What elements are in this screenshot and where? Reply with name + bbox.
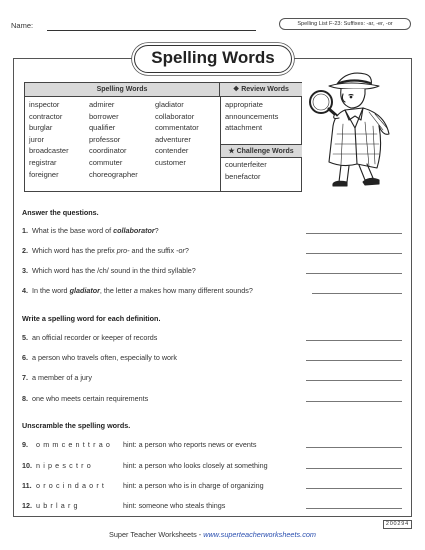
answer-line-2[interactable] xyxy=(306,253,402,254)
challenge-words-list xyxy=(225,159,267,182)
answer-line-7[interactable] xyxy=(306,380,402,381)
word: gladiator xyxy=(155,100,184,109)
definition-text: a person who travels often, especially to work xyxy=(32,353,178,362)
question-number: 6. xyxy=(22,353,28,362)
definition-item xyxy=(22,353,177,362)
question-text: Which word has the /ch/ sound in the third syllable? xyxy=(32,266,196,275)
definition-item xyxy=(22,394,148,403)
page-title: Spelling Words xyxy=(134,45,292,73)
word: appropriate xyxy=(225,100,263,109)
answer-line-4[interactable] xyxy=(312,293,402,294)
answer-line-10[interactable] xyxy=(306,468,402,469)
word: contractor xyxy=(29,111,63,121)
question-text: In the word xyxy=(32,286,70,295)
question-3 xyxy=(22,266,196,275)
question-number: 3. xyxy=(22,266,28,275)
question-1 xyxy=(22,226,159,235)
review-words-list xyxy=(225,99,278,134)
footer-link[interactable]: www.superteacherworksheets.com xyxy=(203,530,316,539)
word: announcements xyxy=(225,111,279,121)
unscramble-item xyxy=(22,461,268,470)
list-label: Spelling List F-23: Suffixes: -ar, -er, -or xyxy=(279,18,411,30)
definition-text: one who meets certain requirements xyxy=(32,394,149,403)
word: admirer xyxy=(89,100,115,109)
definition-text: an official recorder or keeper of records xyxy=(32,333,158,342)
word: choreographer xyxy=(89,169,138,179)
worksheet-code: 200294 xyxy=(383,520,412,529)
word: registrar xyxy=(29,157,57,167)
unscramble-item xyxy=(22,501,225,510)
question-number: 12. xyxy=(22,501,32,510)
challenge-words-header: ★ Challenge Words xyxy=(220,144,302,158)
spelling-words-header: Spelling Words xyxy=(25,83,220,97)
answer-line-3[interactable] xyxy=(306,273,402,274)
answer-line-5[interactable] xyxy=(306,340,402,341)
question-text: ? xyxy=(154,226,159,235)
name-field[interactable] xyxy=(47,30,256,31)
word: coordinator xyxy=(89,146,127,156)
question-number: 2. xyxy=(22,246,28,255)
hint-text: hint: a person who is in charge of organizing xyxy=(123,481,264,490)
review-words-header: ❖ Review Words xyxy=(220,83,302,97)
detective-illustration xyxy=(299,64,407,196)
question-number: 9. xyxy=(22,440,28,449)
word: commentator xyxy=(155,123,199,133)
word-table xyxy=(24,82,302,192)
word: qualifier xyxy=(89,123,116,133)
word: customer xyxy=(155,157,186,167)
section-heading-definitions: Write a spelling word for each definition. xyxy=(22,314,161,323)
word: burglar xyxy=(29,123,53,133)
word: counterfeiter xyxy=(225,160,267,169)
question-number: 7. xyxy=(22,373,28,382)
scrambled-letters: n i p e s c t r o xyxy=(36,461,92,470)
word-column-1 xyxy=(29,99,69,180)
question-number: 4. xyxy=(22,286,28,295)
question-number: 5. xyxy=(22,333,28,342)
word: adventurer xyxy=(155,134,191,144)
scrambled-letters: o m m c e n t t r a o xyxy=(36,440,111,449)
definition-item xyxy=(22,373,92,382)
word: contender xyxy=(155,146,189,156)
emphasis-word: pro- xyxy=(116,246,130,255)
question-text: Which word has the prefix xyxy=(32,246,117,255)
word: attachment xyxy=(225,123,263,133)
answer-line-11[interactable] xyxy=(306,488,402,489)
emphasis-word: a xyxy=(133,286,138,295)
definition-text: a member of a jury xyxy=(32,373,92,382)
word-column-2 xyxy=(89,99,138,180)
question-4 xyxy=(22,286,253,295)
word: commuter xyxy=(89,157,123,167)
answer-line-12[interactable] xyxy=(306,508,402,509)
unscramble-item xyxy=(22,481,264,490)
hint-text: hint: someone who steals things xyxy=(123,501,226,510)
hint-text: hint: a person who looks closely at something xyxy=(123,461,268,470)
word: foreigner xyxy=(29,169,59,179)
footer-brand: Super Teacher Worksheets - xyxy=(109,530,204,539)
section-heading-questions: Answer the questions. xyxy=(22,208,99,217)
emphasis-word: collaborator xyxy=(113,226,155,235)
question-text: and the suffix xyxy=(129,246,177,255)
answer-line-6[interactable] xyxy=(306,360,402,361)
question-number: 8. xyxy=(22,394,28,403)
question-text: makes how many different sounds? xyxy=(137,286,253,295)
answer-line-1[interactable] xyxy=(306,233,402,234)
word: benefactor xyxy=(225,171,261,181)
hint-text: hint: a person who reports news or events xyxy=(123,440,257,449)
question-text: ? xyxy=(184,246,189,255)
answer-line-8[interactable] xyxy=(306,401,402,402)
name-label: Name: xyxy=(11,21,34,30)
question-2 xyxy=(22,246,189,255)
footer xyxy=(0,530,425,539)
word: borrower xyxy=(89,111,119,121)
question-number: 10. xyxy=(22,461,32,470)
word: collaborator xyxy=(155,111,195,121)
emphasis-word: -or xyxy=(176,246,185,255)
question-number: 1. xyxy=(22,226,28,235)
scrambled-letters: u b r l a r g xyxy=(36,501,79,510)
emphasis-word: gladiator xyxy=(69,286,100,295)
section-heading-unscramble: Unscramble the spelling words. xyxy=(22,421,131,430)
question-text: , the letter xyxy=(99,286,134,295)
definition-item xyxy=(22,333,157,342)
word: juror xyxy=(29,134,45,144)
unscramble-item xyxy=(22,440,256,449)
word: inspector xyxy=(29,100,60,109)
word-column-3 xyxy=(155,99,199,169)
word: broadcaster xyxy=(29,146,69,156)
scrambled-letters: o r o c i n d a o r t xyxy=(36,481,105,490)
question-text: What is the base word of xyxy=(32,226,114,235)
table-divider xyxy=(220,97,221,192)
answer-line-9[interactable] xyxy=(306,447,402,448)
word: professor xyxy=(89,134,121,144)
question-number: 11. xyxy=(22,481,32,490)
